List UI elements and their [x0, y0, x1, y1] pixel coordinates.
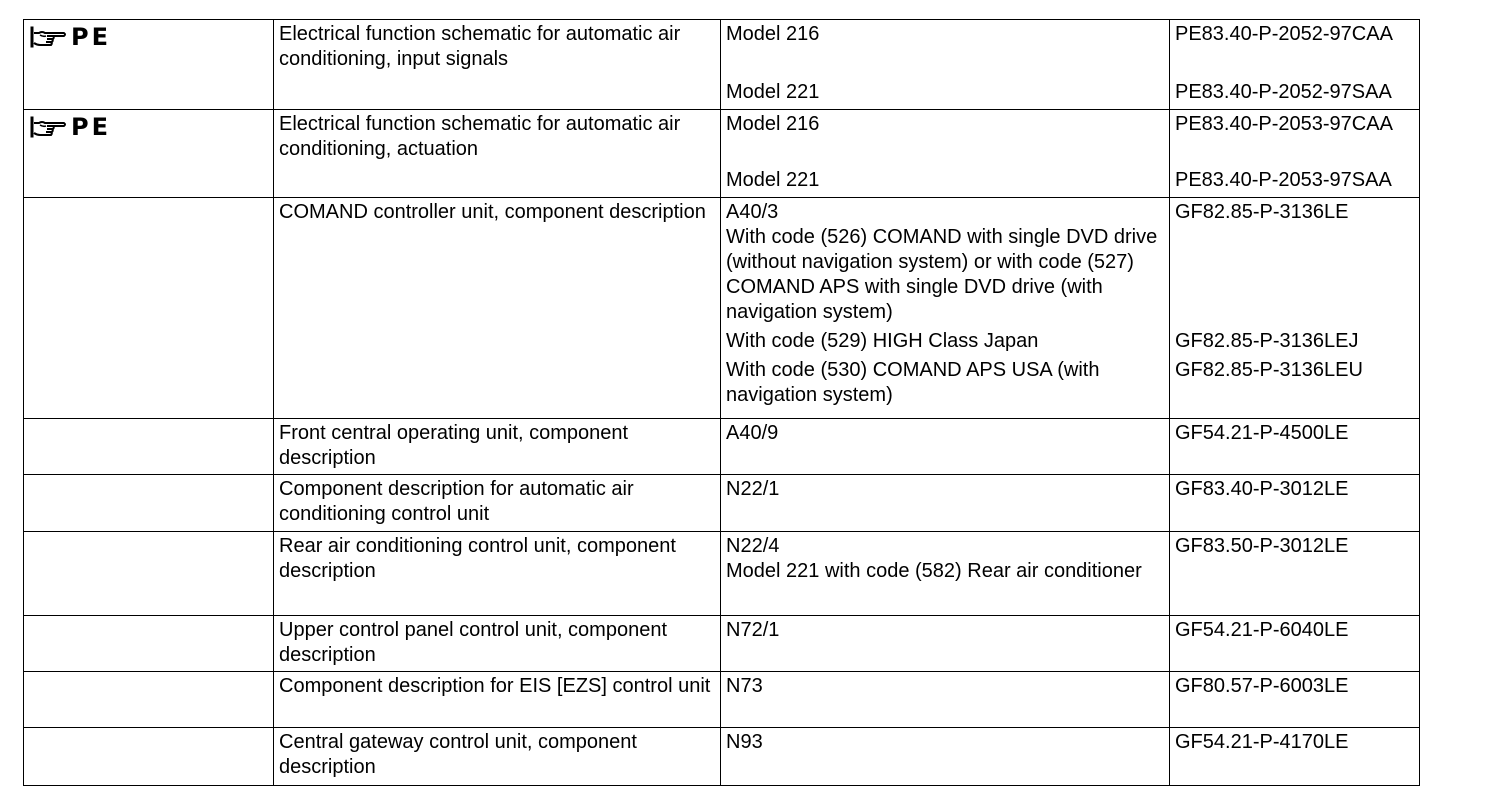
title-cell: [274, 475, 721, 532]
row-title: Electrical function schematic for automatic air conditioning, input signals: [279, 23, 681, 70]
table-row: [24, 728, 1420, 786]
condition-text: N93: [726, 731, 763, 753]
table-row: [24, 20, 1420, 110]
condition-text: A40/9: [726, 422, 779, 444]
condition-text: With code (530) COMAND APS USA (with navigation system): [726, 359, 1100, 406]
marker-cell: [24, 198, 274, 419]
table-row: [24, 198, 1420, 419]
pointing-hand-icon: [29, 115, 67, 139]
document-reference-link[interactable]: PE83.40-P-2053-97CAA: [1175, 113, 1393, 135]
reference-cell: [1170, 110, 1420, 198]
condition-text: A40/3: [726, 201, 779, 223]
reference-cell: [1170, 198, 1420, 419]
title-cell: [274, 532, 721, 616]
condition-text: N22/4: [726, 535, 780, 557]
title-cell: [274, 616, 721, 672]
table-row: [24, 110, 1420, 198]
row-title: Electrical function schematic for automatic air conditioning, actuation: [279, 113, 681, 160]
document-reference-link[interactable]: PE83.40-P-2052-97SAA: [1175, 81, 1392, 103]
document-reference-link[interactable]: PE83.40-P-2053-97SAA: [1175, 169, 1392, 191]
marker-cell: [24, 20, 274, 110]
table-row: [24, 475, 1420, 532]
title-cell: [274, 419, 721, 475]
reference-cell: [1170, 475, 1420, 532]
condition-cell: [721, 198, 1170, 419]
table-row: [24, 672, 1420, 728]
table-row: [24, 419, 1420, 475]
marker-cell: [24, 728, 274, 786]
title-cell: [274, 110, 721, 198]
condition-text: With code (526) COMAND with single DVD drive (without navigation system) or with code (527) COMAND APS with single DVD drive (with navigation system): [726, 226, 1158, 323]
reference-cell: [1170, 616, 1420, 672]
pe-marker-text: PE: [71, 23, 111, 51]
document-reference-link[interactable]: GF82.85-P-3136LEJ: [1175, 330, 1359, 352]
row-title: Component description for EIS [EZS] control unit: [279, 675, 711, 697]
condition-cell: [721, 20, 1170, 110]
reference-cell: [1170, 532, 1420, 616]
marker-cell: [24, 532, 274, 616]
pointing-hand-icon: [29, 25, 67, 49]
document-reference-link[interactable]: PE83.40-P-2052-97CAA: [1175, 23, 1393, 45]
pe-link[interactable]: [29, 112, 268, 140]
document-reference-link[interactable]: GF82.85-P-3136LE: [1175, 201, 1349, 223]
table-row: [24, 616, 1420, 672]
condition-cell: [721, 616, 1170, 672]
reference-cell: [1170, 672, 1420, 728]
reference-cell: [1170, 20, 1420, 110]
condition-text: Model 221: [726, 169, 820, 191]
condition-text: N72/1: [726, 619, 780, 641]
row-title: Component description for automatic air conditioning control unit: [279, 478, 634, 525]
marker-cell: [24, 672, 274, 728]
document-reference-link[interactable]: GF54.21-P-4500LE: [1175, 422, 1349, 444]
document-reference-link[interactable]: GF83.50-P-3012LE: [1175, 535, 1349, 557]
pe-link[interactable]: [29, 22, 268, 50]
condition-text: Model 221: [726, 81, 820, 103]
document-reference-link[interactable]: GF82.85-P-3136LEU: [1175, 359, 1363, 381]
marker-cell: [24, 616, 274, 672]
document-reference-link[interactable]: GF83.40-P-3012LE: [1175, 478, 1349, 500]
condition-text: N73: [726, 675, 763, 697]
condition-text: With code (529) HIGH Class Japan: [726, 330, 1039, 352]
row-title: COMAND controller unit, component description: [279, 201, 706, 223]
condition-text: Model 216: [726, 23, 820, 45]
document-reference-link[interactable]: GF80.57-P-6003LE: [1175, 675, 1349, 697]
condition-cell: [721, 728, 1170, 786]
title-cell: [274, 672, 721, 728]
row-title: Rear air conditioning control unit, component description: [279, 535, 676, 582]
condition-cell: [721, 419, 1170, 475]
row-title: Front central operating unit, component description: [279, 422, 629, 469]
pe-marker-text: PE: [71, 113, 111, 141]
condition-text: Model 216: [726, 113, 820, 135]
document-reference-link[interactable]: GF54.21-P-6040LE: [1175, 619, 1349, 641]
reference-table: [23, 19, 1420, 786]
marker-cell: [24, 475, 274, 532]
condition-text: N22/1: [726, 478, 780, 500]
title-cell: [274, 198, 721, 419]
condition-cell: [721, 532, 1170, 616]
title-cell: [274, 20, 721, 110]
title-cell: [274, 728, 721, 786]
condition-cell: [721, 110, 1170, 198]
condition-cell: [721, 672, 1170, 728]
reference-cell: [1170, 419, 1420, 475]
table-row: [24, 532, 1420, 616]
condition-cell: [721, 475, 1170, 532]
marker-cell: [24, 110, 274, 198]
row-title: Upper control panel control unit, component description: [279, 619, 668, 666]
row-title: Central gateway control unit, component description: [279, 731, 637, 778]
reference-cell: [1170, 728, 1420, 786]
document-reference-link[interactable]: GF54.21-P-4170LE: [1175, 731, 1349, 753]
marker-cell: [24, 419, 274, 475]
condition-text: Model 221 with code (582) Rear air conditioner: [726, 560, 1142, 582]
